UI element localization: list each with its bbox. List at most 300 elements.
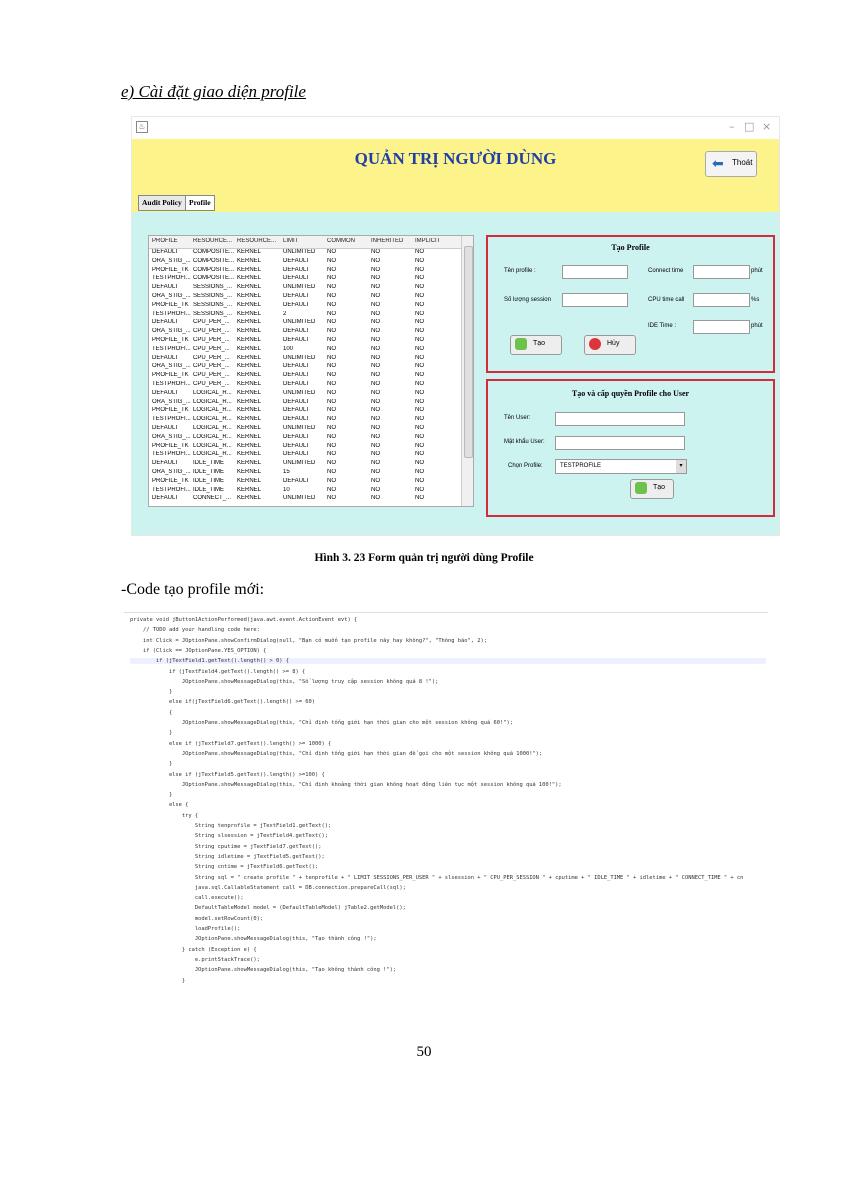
table-row[interactable]: [149, 416, 461, 424]
table-row[interactable]: [149, 390, 461, 398]
table-cell: DEFAULT: [152, 249, 179, 255]
column-header[interactable]: RESOURCE...: [237, 238, 277, 244]
table-cell: TESTPROFI...: [152, 486, 191, 493]
table-cell: NO: [327, 495, 336, 502]
code-line: e.printStackTrace();: [130, 956, 260, 963]
code-line: String idletime = jTextField5.getText();: [130, 853, 325, 860]
table-cell: PROFILE_TK: [152, 266, 189, 273]
table-cell: CPU_PER_...: [193, 345, 230, 352]
table-row[interactable]: [149, 469, 461, 477]
table-row[interactable]: [149, 267, 461, 275]
cancel-icon: [589, 338, 601, 350]
code-line: JOptionPane.showMessageDialog(this, "Tạo thành công !");: [130, 936, 377, 943]
table-cell: NO: [415, 442, 424, 449]
table-cell: CPU_PER_...: [193, 337, 230, 343]
table-cell: NO: [371, 328, 380, 335]
table-row[interactable]: [149, 425, 461, 433]
exit-button[interactable]: [705, 151, 757, 177]
code-line: if (jTextField4.getText().length() >= 8) {: [130, 668, 306, 675]
app-title: QUẢN TRỊ NGƯỜI DÙNG: [354, 149, 557, 168]
table-cell: ORA_STIG_...: [152, 363, 191, 370]
code-heading: -Code tạo profile mới:: [121, 581, 265, 598]
column-header[interactable]: RESOURCE...: [193, 238, 233, 244]
table-cell: NO: [415, 381, 424, 387]
table-cell: NO: [415, 328, 424, 335]
table-row[interactable]: [149, 284, 461, 292]
table-cell: KERNEL: [237, 416, 262, 423]
table-cell: DEFAULT: [152, 284, 179, 291]
table-cell: NO: [327, 486, 336, 493]
table-cell: NO: [415, 266, 424, 273]
table-cell: 15: [283, 469, 290, 475]
table-cell: UNLIMITED: [283, 389, 316, 396]
column-header[interactable]: INHERITED: [371, 238, 404, 244]
table-cell: PROFILE_TK: [152, 407, 189, 414]
table-cell: NO: [327, 310, 336, 317]
assign-create-button-label: Tạo: [653, 484, 666, 491]
table-row[interactable]: [149, 258, 461, 266]
table-row[interactable]: [149, 478, 461, 486]
table-cell: DEFAULT: [283, 416, 310, 423]
table-cell: NO: [371, 407, 380, 414]
profile-name-label: Tên profile :: [504, 268, 536, 274]
table-cell: DEFAULT: [283, 363, 310, 370]
table-cell: UNLIMITED: [283, 249, 316, 255]
table-cell: TESTPROFI...: [152, 381, 191, 387]
table-cell: IDLE_TIME: [193, 460, 225, 467]
table-cell: NO: [415, 495, 424, 502]
table-cell: CPU_PER_...: [193, 328, 230, 335]
table-cell: NO: [327, 389, 336, 396]
table-cell: NO: [415, 433, 424, 440]
minimize-button[interactable]: –: [729, 120, 735, 133]
table-cell: NO: [371, 301, 380, 308]
table-cell: KERNEL: [237, 372, 262, 379]
idle-time-input[interactable]: [693, 320, 750, 334]
java-app-icon: ♨: [136, 121, 148, 133]
profile-table[interactable]: [148, 235, 474, 507]
table-cell: COMPOSITE...: [193, 249, 235, 255]
table-cell: NO: [327, 345, 336, 352]
table-row[interactable]: [149, 443, 461, 451]
table-cell: ORA_STIG_...: [152, 433, 191, 440]
table-cell: NO: [415, 469, 424, 475]
assign-create-button[interactable]: [630, 479, 674, 499]
assign-profile-panel: [486, 379, 775, 517]
table-cell: PROFILE_TK: [152, 372, 189, 379]
table-cell: NO: [371, 486, 380, 493]
table-row[interactable]: [149, 355, 461, 363]
table-cell: NO: [415, 293, 424, 299]
table-cell: DEFAULT: [283, 257, 310, 264]
table-cell: NO: [415, 310, 424, 317]
table-cell: COMPOSITE...: [193, 275, 235, 282]
table-cell: PROFILE_TK: [152, 337, 189, 343]
table-cell: NO: [327, 442, 336, 449]
table-cell: NO: [371, 389, 380, 396]
window-titlebar: [132, 117, 779, 139]
table-cell: DEFAULT: [152, 495, 179, 502]
table-cell: KERNEL: [237, 293, 262, 299]
table-cell: TESTPROFI...: [152, 451, 191, 458]
table-row[interactable]: [149, 346, 461, 354]
code-line: String cntime = jTextField6.getText();: [130, 864, 319, 871]
table-cell: LOGICAL_R...: [193, 433, 232, 440]
table-cell: LOGICAL_R...: [193, 425, 232, 431]
table-cell: CPU_PER_...: [193, 381, 230, 387]
table-cell: NO: [327, 451, 336, 458]
code-line: JOptionPane.showMessageDialog(this, "Số lượng truy cập session không quá 8 !");: [130, 678, 439, 685]
table-cell: NO: [415, 425, 424, 431]
user-password-label: Mật khẩu User:: [504, 439, 545, 445]
table-cell: LOGICAL_R...: [193, 407, 232, 414]
table-cell: UNLIMITED: [283, 354, 316, 361]
table-cell: KERNEL: [237, 301, 262, 308]
table-cell: SESSIONS_...: [193, 310, 233, 317]
table-cell: DEFAULT: [283, 398, 310, 405]
code-line: // TODO add your handling code here:: [130, 627, 260, 634]
table-row[interactable]: [149, 434, 461, 442]
table-cell: NO: [327, 425, 336, 431]
table-cell: DEFAULT: [283, 293, 310, 299]
code-line: JOptionPane.showMessageDialog(this, "Chỉ định khoảng thời gian không hoạt động liên tục một session không quá 100!");: [130, 781, 562, 788]
back-arrow-icon: ⬅: [712, 155, 724, 171]
table-cell: NO: [371, 354, 380, 361]
code-line: DefaultTableModel model = (DefaultTableModel) jTable2.getModel();: [130, 905, 406, 912]
table-cell: DEFAULT: [283, 451, 310, 458]
code-line: }: [130, 730, 173, 737]
table-row[interactable]: [149, 302, 461, 310]
table-cell: KERNEL: [237, 451, 262, 458]
user-password-input[interactable]: [555, 436, 685, 450]
code-line: }: [130, 977, 186, 984]
table-cell: KERNEL: [237, 310, 262, 317]
table-cell: NO: [415, 257, 424, 264]
table-cell: NO: [327, 433, 336, 440]
table-cell: NO: [371, 469, 380, 475]
table-row[interactable]: [149, 372, 461, 380]
table-cell: NO: [415, 337, 424, 343]
table-cell: DEFAULT: [152, 319, 179, 326]
connect-time-label: Connect time: [648, 268, 684, 274]
table-cell: IDLE_TIME: [193, 469, 225, 475]
table-cell: KERNEL: [237, 469, 262, 475]
session-count-input[interactable]: [562, 293, 628, 307]
table-cell: NO: [415, 372, 424, 379]
table-cell: NO: [327, 381, 336, 387]
tab-strip: [132, 192, 779, 212]
table-cell: NO: [327, 266, 336, 273]
table-cell: NO: [371, 433, 380, 440]
figure-caption: Hình 3. 23 Form quản trị người dùng Profile: [314, 552, 534, 564]
table-cell: KERNEL: [237, 328, 262, 335]
table-cell: NO: [371, 337, 380, 343]
table-cell: CONNECT_...: [193, 495, 232, 502]
table-cell: NO: [371, 310, 380, 317]
table-cell: TESTPROFI...: [152, 310, 191, 317]
table-cell: NO: [327, 249, 336, 255]
profile-select[interactable]: [555, 459, 687, 474]
code-line: }: [130, 761, 173, 768]
table-cell: COMPOSITE...: [193, 266, 235, 273]
code-line: }: [130, 792, 173, 799]
table-cell: NO: [415, 416, 424, 423]
create-profile-button[interactable]: [510, 335, 562, 355]
table-cell: NO: [327, 301, 336, 308]
cancel-button-label: Hủy: [607, 340, 620, 347]
table-cell: NO: [371, 275, 380, 282]
table-cell: KERNEL: [237, 389, 262, 396]
chevron-down-icon[interactable]: ▾: [676, 460, 686, 473]
table-cell: NO: [415, 486, 424, 493]
code-line: try {: [130, 812, 199, 819]
code-line: }: [130, 689, 173, 696]
table-cell: DEFAULT: [283, 266, 310, 273]
table-cell: TESTPROFI...: [152, 275, 191, 282]
table-cell: KERNEL: [237, 275, 262, 282]
code-line: JOptionPane.showMessageDialog(this, "Tạo không thành công !");: [130, 967, 397, 974]
code-line: model.setRowCount(0);: [130, 915, 264, 922]
profile-select-value: TESTPROFILE: [560, 463, 602, 469]
table-cell: KERNEL: [237, 477, 262, 484]
add-icon: [635, 482, 647, 494]
table-cell: NO: [415, 477, 424, 484]
app-window: [131, 116, 780, 536]
table-cell: PROFILE_TK: [152, 301, 189, 308]
table-cell: DEFAULT: [283, 407, 310, 414]
column-header[interactable]: PROFILE: [152, 238, 178, 244]
idle-time-label: IDE Time :: [648, 323, 677, 329]
table-row[interactable]: [149, 293, 461, 301]
table-cell: NO: [327, 460, 336, 467]
tab-profile[interactable]: Profile: [185, 195, 215, 211]
table-cell: IDLE_TIME: [193, 477, 225, 484]
table-row[interactable]: [149, 249, 461, 257]
table-cell: NO: [327, 319, 336, 326]
table-cell: DEFAULT: [283, 381, 310, 387]
code-line: java.sql.CallableStatement call = DB.connection.prepareCall(sql);: [130, 884, 406, 891]
code-line: String slsession = jTextField4.getText();: [130, 833, 328, 840]
exit-label: Thoát: [732, 158, 753, 167]
table-cell: NO: [371, 381, 380, 387]
table-cell: NO: [415, 275, 424, 282]
table-cell: NO: [415, 301, 424, 308]
table-cell: ORA_STIG_...: [152, 293, 191, 299]
table-cell: NO: [327, 284, 336, 291]
table-cell: ORA_STIG_...: [152, 328, 191, 335]
profile-select-label: Chọn Profile:: [508, 463, 543, 469]
page-number: 50: [416, 1044, 432, 1060]
table-cell: NO: [327, 416, 336, 423]
table-cell: KERNEL: [237, 319, 262, 326]
code-line: else if(jTextField6.getText().length() >= 60): [130, 699, 315, 706]
table-cell: DEFAULT: [283, 442, 310, 449]
idle-time-unit: phút: [751, 323, 763, 329]
table-cell: IDLE_TIME: [193, 486, 225, 493]
table-cell: LOGICAL_R...: [193, 389, 232, 396]
code-line: String cputime = jTextField7.getText();: [130, 843, 322, 850]
table-cell: KERNEL: [237, 407, 262, 414]
cpu-time-label: CPU time call: [648, 297, 685, 303]
table-cell: NO: [371, 345, 380, 352]
table-cell: NO: [327, 477, 336, 484]
table-row[interactable]: [149, 399, 461, 407]
table-cell: UNLIMITED: [283, 319, 316, 326]
table-cell: DEFAULT: [283, 372, 310, 379]
add-icon: [515, 338, 527, 350]
table-cell: CPU_PER_...: [193, 319, 230, 326]
table-row[interactable]: [149, 381, 461, 389]
table-cell: KERNEL: [237, 460, 262, 467]
app-header: [132, 139, 779, 192]
code-line: int Click = JOptionPane.showConfirmDialog(null, "Bạn có muốn tạo profile này hay không?", "Thông báo", 2);: [130, 637, 487, 644]
table-cell: SESSIONS_...: [193, 301, 233, 308]
table-cell: SESSIONS_...: [193, 293, 233, 299]
tab-audit-policy[interactable]: Audit Policy: [138, 195, 186, 211]
section-heading: e) Cài đặt giao diện profile: [121, 82, 306, 101]
table-cell: DEFAULT: [283, 328, 310, 335]
table-cell: NO: [327, 293, 336, 299]
table-row[interactable]: [149, 407, 461, 415]
table-cell: DEFAULT: [152, 425, 179, 431]
table-cell: DEFAULT: [283, 337, 310, 343]
table-row[interactable]: [149, 319, 461, 327]
table-cell: KERNEL: [237, 266, 262, 273]
code-line: private void jButton1ActionPerformed(java.awt.event.ActionEvent evt) {: [130, 617, 358, 623]
close-button[interactable]: ×: [762, 120, 772, 133]
table-cell: UNLIMITED: [283, 495, 316, 502]
table-cell: DEFAULT: [152, 389, 179, 396]
table-cell: NO: [371, 249, 380, 255]
table-cell: 2: [283, 310, 287, 317]
column-header[interactable]: IMPLICIT: [415, 238, 441, 244]
table-row[interactable]: [149, 460, 461, 468]
table-cell: NO: [371, 284, 380, 291]
connect-time-unit: phút: [751, 268, 763, 274]
table-cell: NO: [415, 284, 424, 291]
table-row[interactable]: [149, 451, 461, 459]
table-cell: NO: [327, 469, 336, 475]
table-cell: DEFAULT: [283, 275, 310, 282]
code-screenshot: [124, 612, 768, 988]
table-cell: NO: [327, 275, 336, 282]
user-name-input[interactable]: [555, 412, 685, 426]
code-line: {: [130, 709, 173, 716]
table-cell: NO: [371, 451, 380, 458]
table-row[interactable]: [149, 363, 461, 371]
table-cell: NO: [371, 293, 380, 299]
maximize-button[interactable]: □: [744, 120, 755, 133]
table-cell: KERNEL: [237, 249, 262, 255]
table-cell: NO: [415, 407, 424, 414]
table-cell: NO: [415, 354, 424, 361]
table-cell: 10: [283, 486, 290, 493]
table-cell: NO: [371, 363, 380, 370]
table-cell: NO: [327, 372, 336, 379]
code-line: else if (jTextField7.getText().length() >= 1000) {: [130, 740, 332, 747]
table-row[interactable]: [149, 328, 461, 336]
table-cell: PROFILE_TK: [152, 442, 189, 449]
profile-name-input[interactable]: [562, 265, 628, 279]
code-line: JOptionPane.showMessageDialog(this, "Chỉ định tổng giới hạn thời gian để gọi cho một session không quá 1000!");: [130, 750, 543, 757]
code-line: if (Click == JOptionPane.YES_OPTION) {: [130, 647, 267, 654]
table-cell: SESSIONS_...: [193, 284, 233, 291]
table-cell: NO: [415, 460, 424, 467]
table-row[interactable]: [149, 311, 461, 319]
table-cell: 100: [283, 345, 294, 352]
table-cell: UNLIMITED: [283, 284, 316, 291]
connect-time-input[interactable]: [693, 265, 750, 279]
code-line: } catch (Exception e) {: [130, 946, 257, 953]
table-cell: KERNEL: [237, 398, 262, 405]
profile-tab-content: [132, 212, 779, 535]
table-cell: CPU_PER_...: [193, 372, 230, 379]
table-cell: NO: [327, 257, 336, 264]
table-scrollbar[interactable]: [461, 236, 473, 506]
table-cell: NO: [371, 425, 380, 431]
scrollbar-thumb[interactable]: [464, 246, 473, 458]
table-cell: TESTPROFI...: [152, 416, 191, 423]
table-row[interactable]: [149, 275, 461, 283]
table-cell: DEFAULT: [152, 354, 179, 361]
table-cell: KERNEL: [237, 363, 262, 370]
table-cell: NO: [371, 319, 380, 326]
cpu-time-input[interactable]: [693, 293, 750, 307]
table-row[interactable]: [149, 495, 461, 503]
assign-profile-title: Tạo và cấp quyền Profile cho User: [571, 389, 690, 398]
table-cell: NO: [415, 345, 424, 352]
table-cell: CPU_PER_...: [193, 354, 230, 361]
table-cell: NO: [371, 398, 380, 405]
code-line: else {: [130, 802, 189, 809]
table-cell: LOGICAL_R...: [193, 442, 232, 449]
column-header[interactable]: LIMIT: [283, 238, 299, 244]
table-cell: NO: [415, 363, 424, 370]
table-cell: NO: [327, 354, 336, 361]
cpu-time-unit: %s: [751, 297, 760, 303]
table-cell: NO: [327, 337, 336, 343]
code-line: call.execute();: [130, 895, 244, 902]
code-line: else if (jTextField5.getText().length() >=100) {: [130, 771, 325, 778]
table-cell: NO: [415, 451, 424, 458]
table-cell: NO: [371, 460, 380, 467]
create-profile-title: Tạo Profile: [611, 243, 650, 252]
cancel-button[interactable]: [584, 335, 636, 355]
code-line: String sql = " create profile " + tenprofile + " LIMIT SESSIONS_PER_USER " + slsession + " CPU_PER_SESSION " + cputime + " IDLE_TIME " + idletime + " CONNECT_TIME " + cn: [130, 874, 744, 881]
table-cell: NO: [415, 319, 424, 326]
table-cell: NO: [371, 477, 380, 484]
table-cell: KERNEL: [237, 337, 262, 343]
table-cell: DEFAULT: [283, 477, 310, 484]
table-cell: KERNEL: [237, 381, 262, 387]
table-cell: DEFAULT: [283, 301, 310, 308]
table-cell: KERNEL: [237, 425, 262, 431]
table-cell: ORA_STIG_...: [152, 398, 191, 405]
table-cell: NO: [327, 328, 336, 335]
table-cell: NO: [415, 249, 424, 255]
table-row[interactable]: [149, 337, 461, 345]
table-cell: UNLIMITED: [283, 460, 316, 467]
table-cell: NO: [415, 398, 424, 405]
column-header[interactable]: COMMON: [327, 238, 355, 244]
table-row[interactable]: [149, 487, 461, 495]
table-cell: NO: [327, 407, 336, 414]
table-cell: DEFAULT: [283, 433, 310, 440]
table-cell: LOGICAL_R...: [193, 451, 232, 458]
session-count-label: Số lượng session: [504, 297, 551, 303]
table-cell: KERNEL: [237, 345, 262, 352]
create-profile-panel: [486, 235, 775, 373]
